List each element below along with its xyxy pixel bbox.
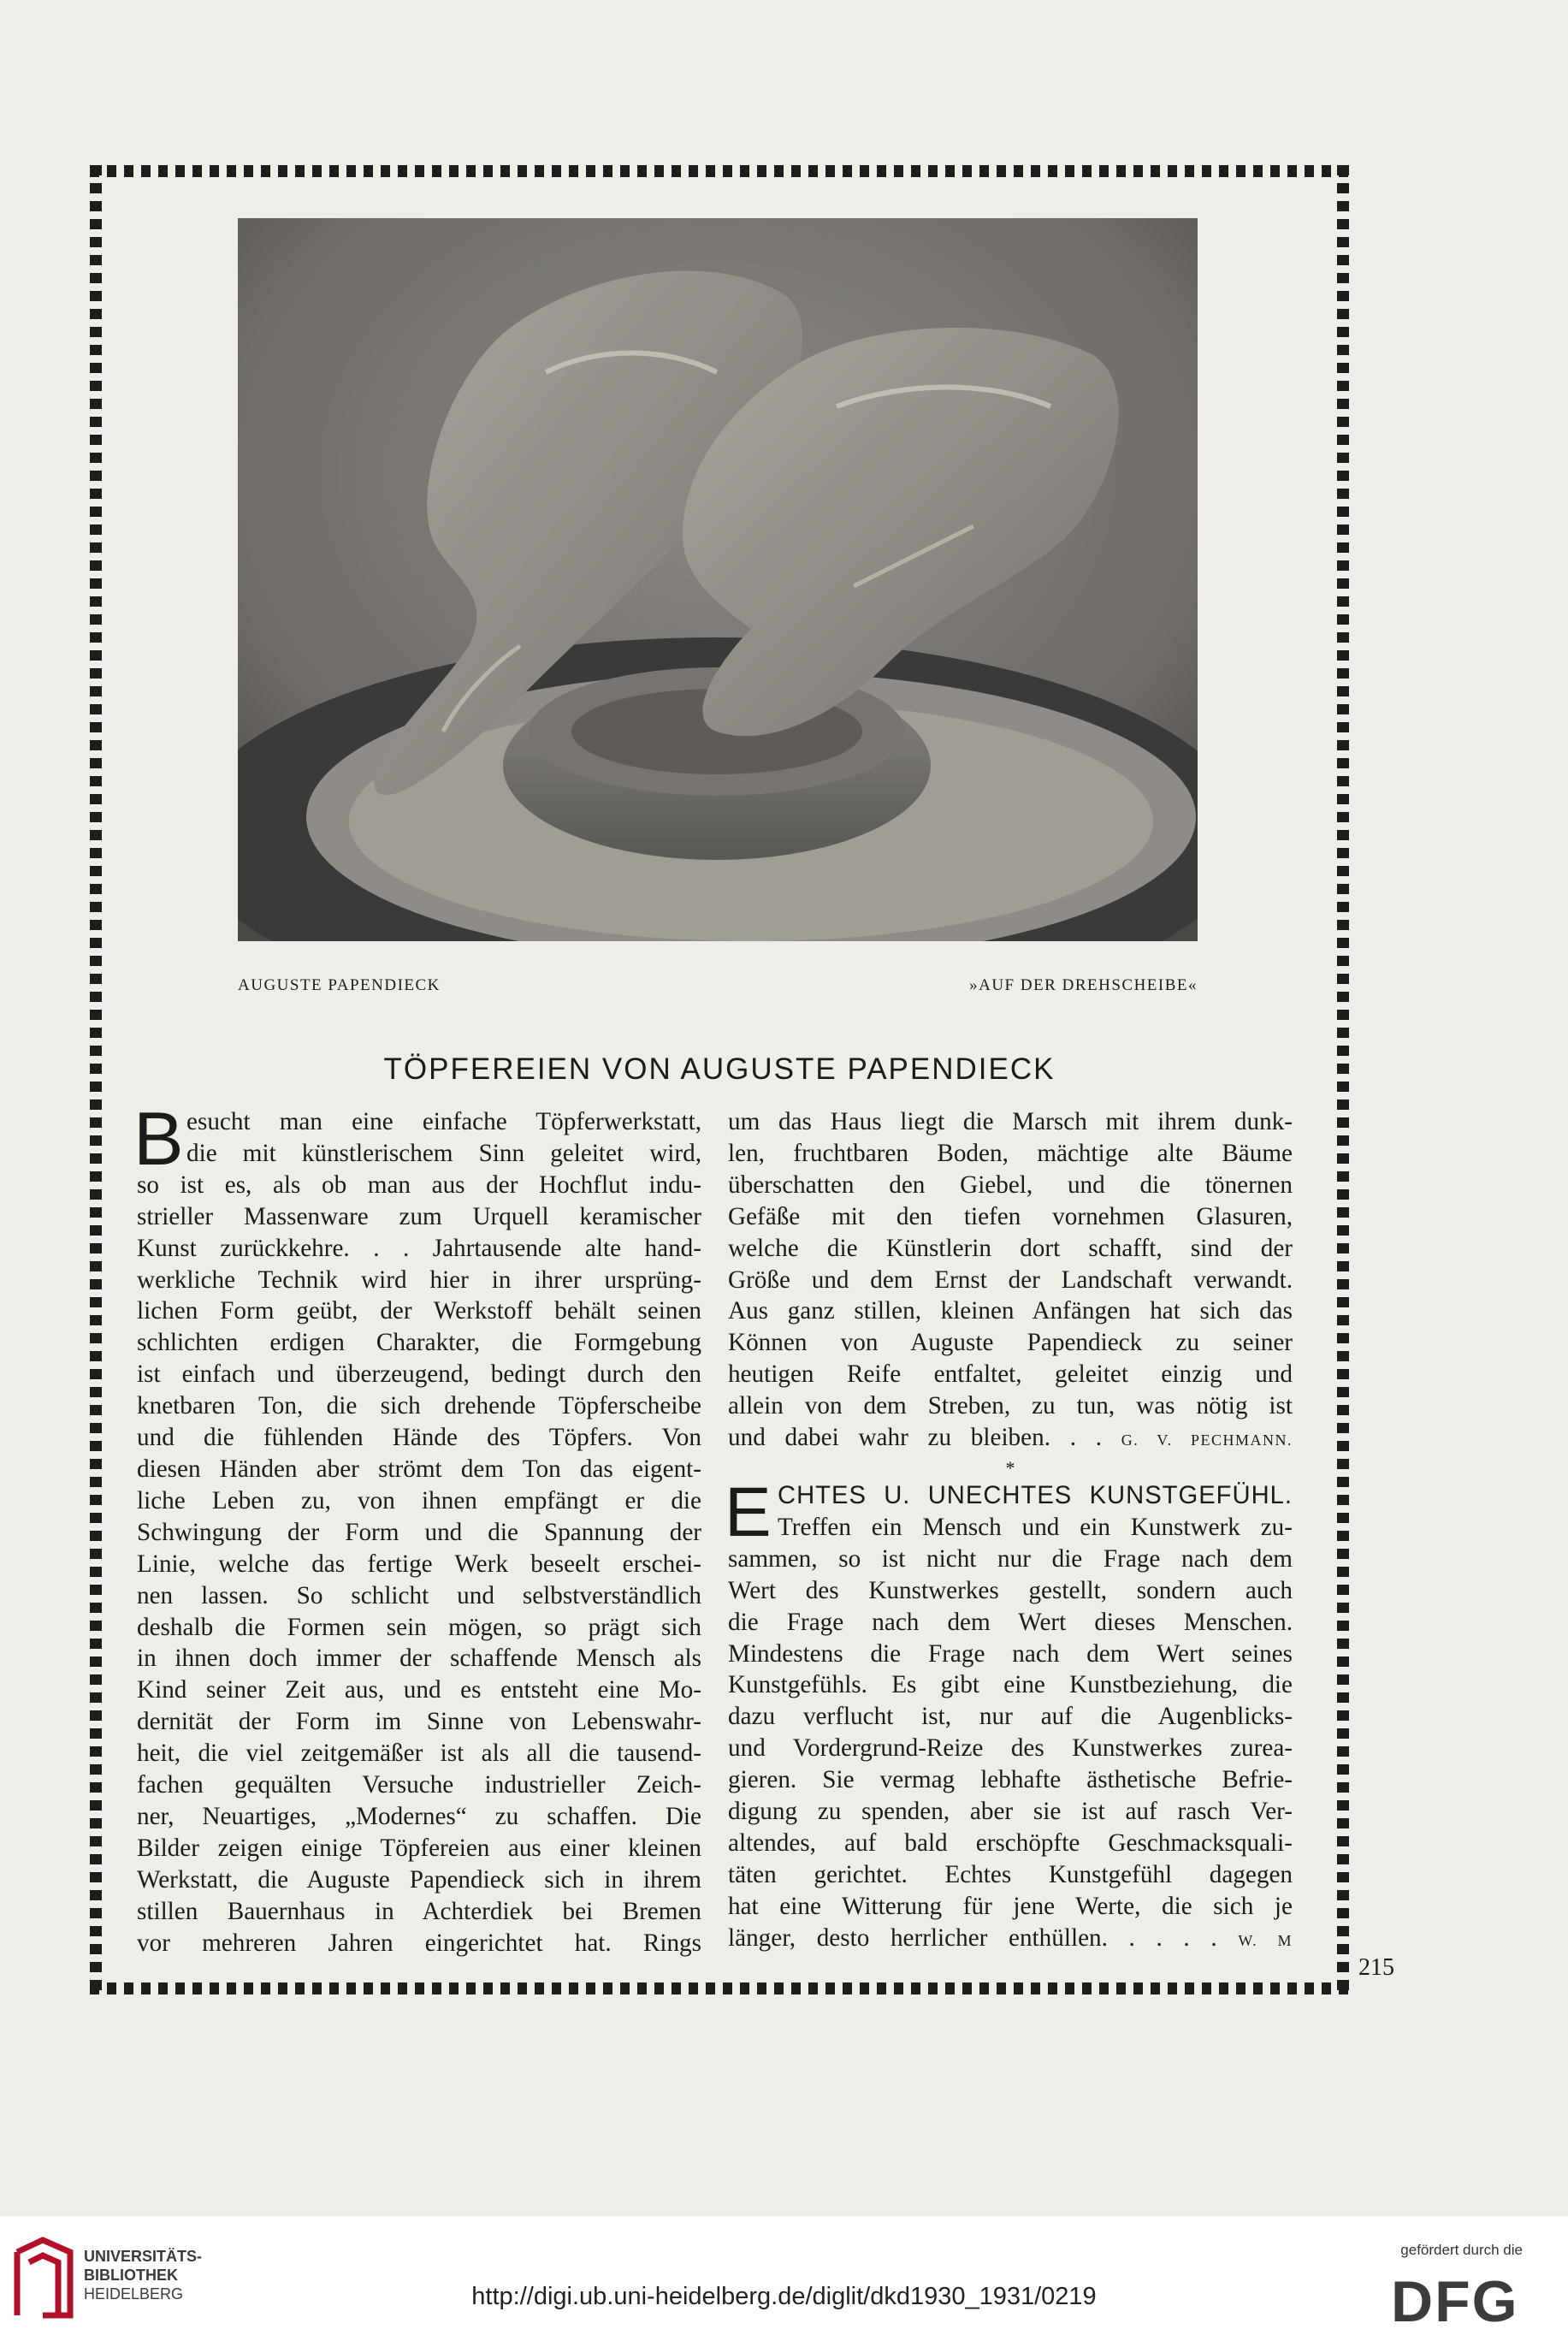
text-line: Schwingung der Form und die Spannung der	[137, 1518, 701, 1546]
text-line: Größe und dem Ernst der Landschaft verwandt.	[728, 1265, 1293, 1294]
page-number: 215	[1358, 1954, 1394, 1981]
text-line: diesen Händen aber strömt dem Ton das eigent-	[137, 1455, 701, 1483]
essay-block	[725, 1473, 1293, 1957]
text-line: len, fruchtbaren Boden, mächtige alte Bäume	[728, 1139, 1293, 1167]
author-signature: W. M	[1238, 1931, 1293, 1949]
text-line: sammen, so ist nicht nur die Frage nach dem	[728, 1544, 1293, 1573]
article-column-left	[133, 1096, 701, 1959]
digitization-footer	[0, 2216, 1568, 2347]
funding-note: gefördert durch die	[1400, 2242, 1523, 2258]
pottery-wheel-photo	[238, 218, 1198, 941]
text-line: gieren. Sie vermag lebhafte ästhetische Befrie-	[728, 1766, 1293, 1794]
text-line: deshalb die Formen sein mögen, so prägt sich	[137, 1613, 701, 1641]
text-line: liche Leben zu, von ihnen empfängt er die	[137, 1486, 701, 1514]
text-line: heit, die viel zeitgemäßer ist als all die tausend-	[137, 1740, 701, 1768]
text-line: ist einfach und überzeugend, bedingt durch den	[137, 1360, 701, 1389]
essay-heading: CHTES U. UNECHTES KUNSTGEFÜHL.	[778, 1481, 1293, 1509]
text-line: welche die Künstlerin dort schafft, sind der	[728, 1234, 1293, 1262]
text-line: Wert des Kunstwerkes gestellt, sondern auch	[728, 1576, 1293, 1604]
ornamental-border-bottom	[90, 1983, 1349, 1994]
text-line: Können von Auguste Papendieck zu seiner	[728, 1329, 1293, 1357]
photo-caption-title: »AUF DER DREHSCHEIBE«	[969, 976, 1198, 994]
library-name-line: HEIDELBERG	[84, 2285, 184, 2303]
text-line: um das Haus liegt die Marsch mit ihrem dunk-	[728, 1108, 1293, 1135]
text-line: in ihnen doch immer der schaffende Mensch als	[137, 1645, 701, 1673]
text-line: Bilder zeigen einige Töpfereien aus einer kleinen	[137, 1834, 701, 1862]
closing-line	[728, 1923, 1293, 1957]
closing-text: und dabei wahr zu bleiben. . .	[728, 1424, 1103, 1452]
text-line: altendes, auf bald erschöpfte Geschmacksquali-	[728, 1828, 1293, 1857]
dfg-logo: DFG	[1391, 2269, 1519, 2334]
ornamental-border-top	[90, 165, 1349, 177]
article-column-right	[725, 1106, 1293, 1957]
text-line: täten gerichtet. Echtes Kunstgefühl dagegen	[728, 1860, 1293, 1888]
text-line: schlichten erdigen Charakter, die Formgebung	[137, 1329, 701, 1357]
text-line: strieller Massenware zum Urquell keramischer	[137, 1202, 701, 1230]
text-line: Treffen ein Mensch und ein Kunstwerk zu-	[778, 1513, 1293, 1541]
dropcap-letter: E	[725, 1473, 772, 1551]
dropcap-letter: B	[133, 1096, 184, 1181]
text-line: werkliche Technik wird hier in ihrer ursprüng-	[137, 1265, 701, 1294]
text-line: Linie, welche das fertige Werk beseelt erschei-	[137, 1550, 701, 1578]
text-line: vor mehreren Jahren eingerichtet hat. Rings	[137, 1929, 701, 1957]
text-line: lichen Form geübt, der Werkstoff behält seinen	[137, 1297, 701, 1325]
text-line: dazu verflucht ist, nur auf die Augenblicks-	[728, 1703, 1293, 1731]
photo-caption-artist: AUGUSTE PAPENDIECK	[238, 976, 441, 994]
text-line: und Vordergrund-Reize des Kunstwerkes zurea-	[728, 1734, 1293, 1763]
library-name-line: BIBLIOTHEK	[84, 2267, 178, 2284]
text-line: allein von dem Streben, zu tun, was nötig ist	[728, 1392, 1293, 1420]
text-line: nen lassen. So schlicht und selbstverständlich	[137, 1581, 701, 1609]
text-line: die mit künstlerischem Sinn geleitet wird,	[186, 1139, 701, 1167]
text-line: überschatten den Giebel, und die tönernen	[728, 1171, 1293, 1199]
closing-text: länger, desto herrlicher enthüllen. . . . .	[728, 1923, 1217, 1952]
library-logo-icon	[12, 2237, 75, 2325]
text-line: dernität der Form im Sinne von Lebenswahr-	[137, 1708, 701, 1736]
permalink-url[interactable]: http://digi.ub.uni-heidelberg.de/diglit/dkd1930_1931/0219	[471, 2283, 1097, 2310]
text-line: digung zu spenden, aber sie ist auf rasch Ver-	[728, 1798, 1293, 1826]
text-line: so ist es, als ob man aus der Hochflut indu-	[137, 1171, 701, 1199]
article-title: TÖPFEREIEN VON AUGUSTE PAPENDIECK	[383, 1052, 1056, 1086]
text-line: Werkstatt, die Auguste Papendieck sich in ihrem	[137, 1865, 701, 1894]
text-line: heutigen Reife entfaltet, geleitet einzig und	[728, 1360, 1293, 1389]
text-line: stillen Bauernhaus in Achterdiek bei Bremen	[137, 1897, 701, 1925]
author-signature: G. V. PECHMANN.	[1121, 1431, 1293, 1449]
text-line: knetbaren Ton, die sich drehende Töpferscheibe	[137, 1392, 701, 1420]
section-separator: *	[1005, 1456, 1015, 1479]
text-line: Kunst zurückkehre. . . Jahrtausende alte hand-	[137, 1234, 701, 1262]
text-line: Aus ganz stillen, kleinen Anfängen hat sich das	[728, 1297, 1293, 1325]
text-line: ner, Neuartiges, „Modernes“ zu schaffen. Die	[137, 1802, 701, 1830]
text-line: Mindestens die Frage nach dem Wert seines	[728, 1639, 1293, 1668]
text-line: und die fühlenden Hände des Töpfers. Von	[137, 1424, 701, 1452]
text-line: hat eine Witterung für jene Werte, die sich je	[728, 1892, 1293, 1920]
text-line: Kunstgefühls. Es gibt eine Kunstbeziehung, die	[728, 1671, 1293, 1699]
text-line: Gefäße mit den tiefen vornehmen Glasuren,	[728, 1202, 1293, 1230]
text-line: esucht man eine einfache Töpferwerkstatt,	[186, 1108, 701, 1135]
text-line: fachen gequälten Versuche industrieller Zeich-	[137, 1771, 701, 1799]
text-line: die Frage nach dem Wert dieses Menschen.	[728, 1608, 1293, 1636]
text-line: Kind seiner Zeit aus, und es entsteht eine Mo-	[137, 1676, 701, 1704]
closing-line	[728, 1422, 1293, 1456]
library-name-line: UNIVERSITÄTS-	[84, 2248, 203, 2265]
